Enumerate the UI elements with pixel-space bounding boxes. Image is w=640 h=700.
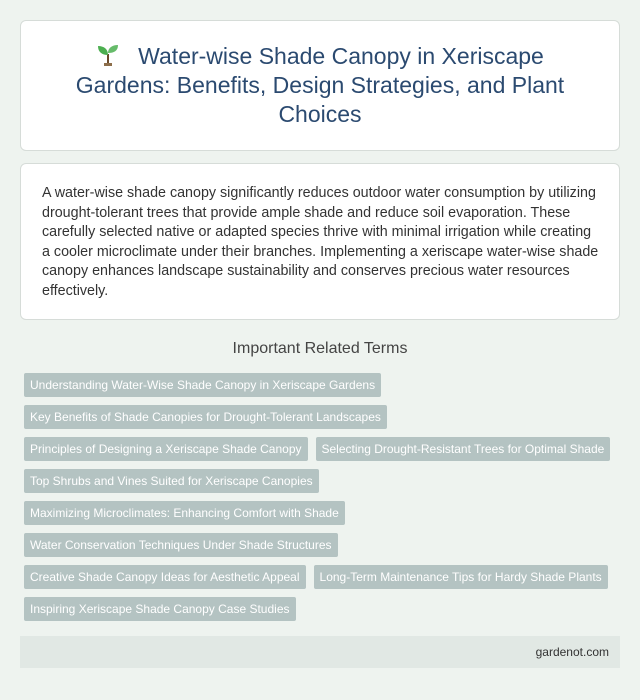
related-term-tag[interactable]: Top Shrubs and Vines Suited for Xeriscape Canopies xyxy=(24,469,319,493)
related-term-tag[interactable]: Inspiring Xeriscape Shade Canopy Case Studies xyxy=(24,597,296,621)
related-term-tag[interactable]: Key Benefits of Shade Canopies for Drought-Tolerant Landscapes xyxy=(24,405,387,429)
related-term-tag[interactable]: Principles of Designing a Xeriscape Shade Canopy xyxy=(24,437,308,461)
related-term-tag[interactable]: Understanding Water-Wise Shade Canopy in Xeriscape Gardens xyxy=(24,373,381,397)
related-term-tag[interactable]: Creative Shade Canopy Ideas for Aesthetic Appeal xyxy=(24,565,306,589)
seedling-icon xyxy=(96,43,120,67)
footer-site-link[interactable]: gardenot.com xyxy=(535,645,609,659)
page-title-text: Water-wise Shade Canopy in Xeriscape Gardens: Benefits, Design Strategies, and Plant Choices xyxy=(75,43,565,127)
related-term-tag[interactable]: Maximizing Microclimates: Enhancing Comfort with Shade xyxy=(24,501,345,525)
related-term-tag[interactable]: Long-Term Maintenance Tips for Hardy Shade Plants xyxy=(314,565,608,589)
related-term-tag[interactable]: Water Conservation Techniques Under Shade Structures xyxy=(24,533,338,557)
related-term-tag[interactable]: Selecting Drought-Resistant Trees for Optimal Shade xyxy=(316,437,611,461)
intro-paragraph: A water-wise shade canopy significantly reduces outdoor water consumption by utilizing drought-tolerant trees that provide ample shade and reduce soil evaporation. These carefully selected native or adapted species thrive with minimal irrigation while creating a cooler microclimate under their branches. Implementing a xeriscape water-wise shade canopy enhances landscape sustainability and conserves precious water resources effectively. xyxy=(42,185,599,299)
title-card xyxy=(20,20,620,151)
intro-card xyxy=(20,163,620,320)
footer xyxy=(20,636,620,668)
related-terms-heading: Important Related Terms xyxy=(232,340,408,357)
related-terms-list xyxy=(24,373,624,629)
page-title xyxy=(21,42,619,129)
